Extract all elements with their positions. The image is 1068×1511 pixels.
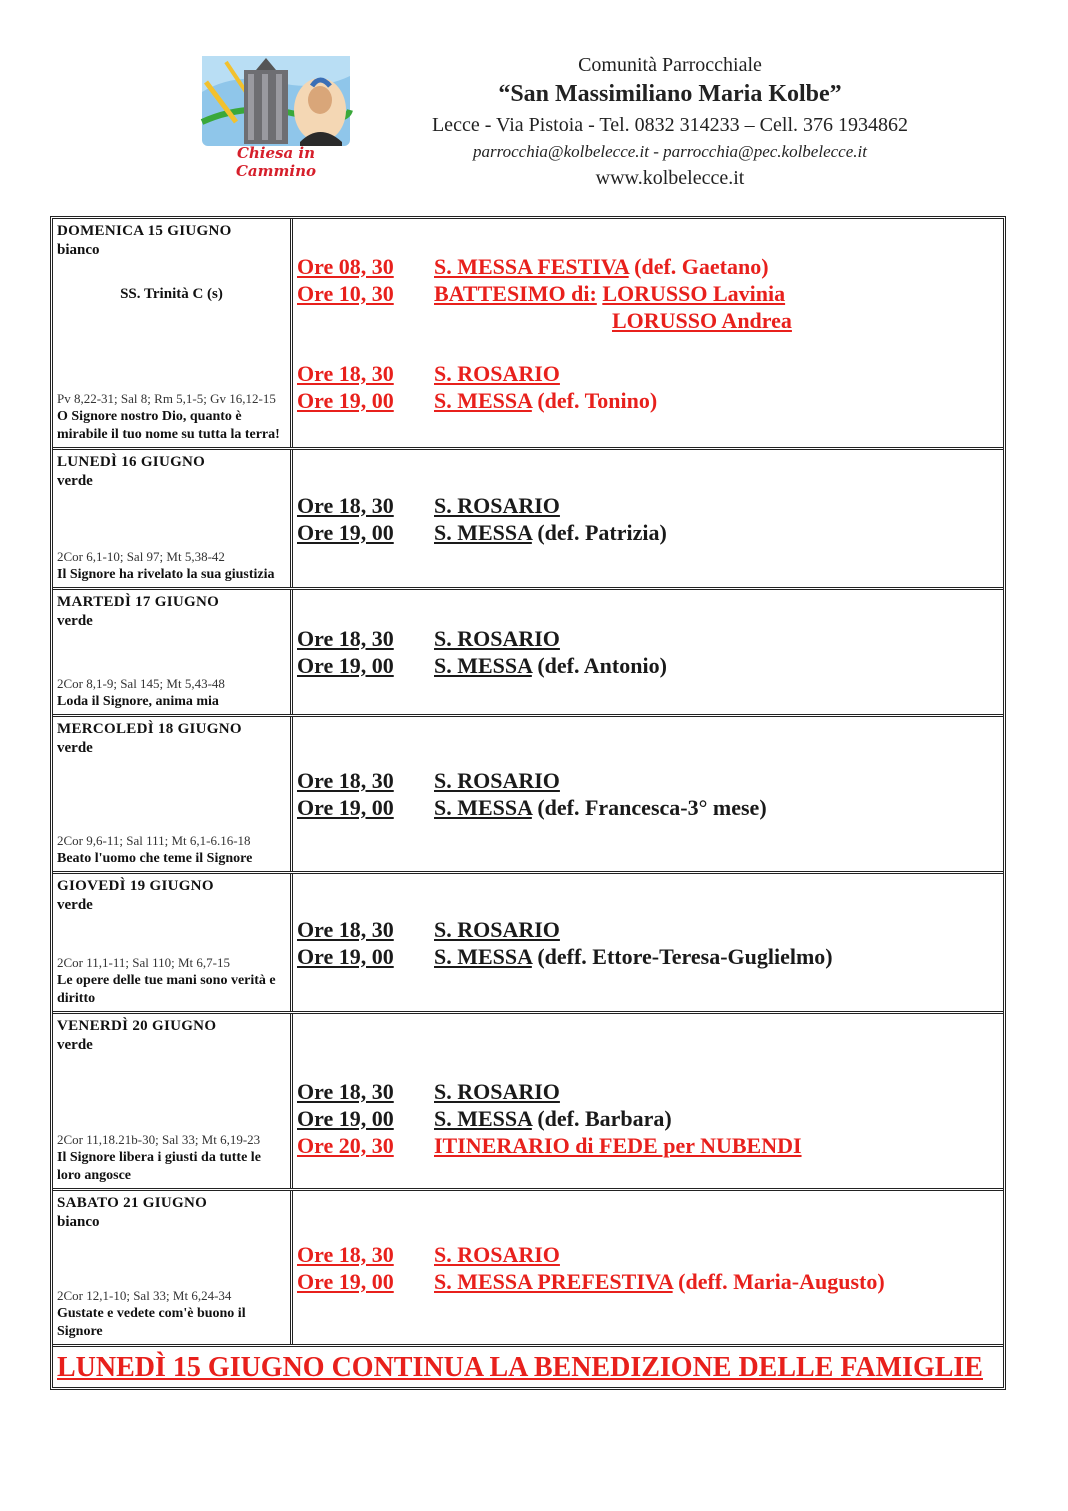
event-row xyxy=(297,767,1003,794)
event-title: S. ROSARIO xyxy=(434,768,560,793)
day-name: MARTEDÌ 17 GIUGNO xyxy=(57,594,220,610)
day-info xyxy=(53,1191,293,1344)
event-time: Ore 19, 00 xyxy=(297,1105,394,1131)
event-time: Ore 19, 00 xyxy=(297,943,394,969)
event-title: S. MESSA xyxy=(434,795,532,820)
day-events xyxy=(293,1191,1003,1344)
event-row xyxy=(297,943,1003,970)
event-title: S. MESSA xyxy=(434,387,532,413)
psalm-refrain: Il Signore ha rivelato la sua giustizia xyxy=(57,567,275,582)
event-row xyxy=(297,1132,1003,1159)
event-note: (def. Gaetano) xyxy=(628,253,769,279)
readings: 2Cor 9,6-11; Sal 111; Mt 6,1-6.16-18 xyxy=(57,833,251,848)
day-row-domenica xyxy=(53,219,1003,450)
day-events xyxy=(293,1014,1003,1188)
psalm-refrain: Beato l'uomo che teme il Signore xyxy=(57,851,253,866)
event-time: Ore 18, 30 xyxy=(297,1078,394,1104)
liturgical-color: verde xyxy=(57,740,93,756)
liturgical-color: bianco xyxy=(57,242,100,258)
event-title: ITINERARIO di FEDE per NUBENDI xyxy=(434,1132,802,1158)
event-note: LORUSSO Andrea xyxy=(612,307,792,333)
day-row-lunedi xyxy=(53,450,1003,590)
liturgical-color: bianco xyxy=(57,1214,100,1230)
event-title: S. ROSARIO xyxy=(434,626,560,651)
logo-text: Chiesa in Cammino xyxy=(235,144,316,180)
event-time: Ore 18, 30 xyxy=(297,626,394,651)
day-events xyxy=(293,450,1003,587)
event-row xyxy=(297,1105,1003,1132)
liturgical-color: verde xyxy=(57,613,93,629)
day-name: DOMENICA 15 GIUGNO xyxy=(57,223,232,239)
parish-header xyxy=(400,52,940,192)
liturgical-color: verde xyxy=(57,1037,93,1053)
event-row xyxy=(297,387,1003,414)
psalm-refrain: Loda il Signore, anima mia xyxy=(57,694,219,709)
event-row xyxy=(297,307,1003,334)
event-time: Ore 19, 00 xyxy=(297,519,394,545)
event-title: BATTESIMO di: xyxy=(434,280,597,306)
event-time: Ore 18, 30 xyxy=(297,492,394,518)
day-row-martedi xyxy=(53,590,1003,717)
day-info xyxy=(53,450,293,587)
readings: 2Cor 12,1-10; Sal 33; Mt 6,24-34 xyxy=(57,1288,232,1303)
day-info xyxy=(53,874,293,1011)
day-name: LUNEDÌ 16 GIUGNO xyxy=(57,454,206,470)
event-time: Ore 18, 30 xyxy=(297,768,394,793)
event-time: Ore 19, 00 xyxy=(297,387,394,413)
day-name: VENERDÌ 20 GIUGNO xyxy=(57,1018,217,1034)
day-row-mercoledi xyxy=(53,717,1003,874)
event-title: S. MESSA PREFESTIVA xyxy=(434,1268,673,1294)
day-name: GIOVEDÌ 19 GIUGNO xyxy=(57,878,214,894)
day-events xyxy=(293,590,1003,714)
event-title: S. MESSA xyxy=(434,653,532,678)
readings: 2Cor 11,18.21b-30; Sal 33; Mt 6,19-23 xyxy=(57,1132,261,1147)
readings: 2Cor 6,1-10; Sal 97; Mt 5,38-42 xyxy=(57,549,225,564)
event-title: S. ROSARIO xyxy=(434,360,560,386)
event-row xyxy=(297,625,1003,652)
announcement-footer: LUNEDÌ 15 GIUGNO CONTINUA LA BENEDIZIONE DELLE FAMIGLIE xyxy=(57,1352,983,1383)
day-events xyxy=(293,717,1003,871)
readings: 2Cor 8,1-9; Sal 145; Mt 5,43-48 xyxy=(57,676,225,691)
header-line1: Comunità Parrocchiale xyxy=(578,54,762,76)
day-row-venerdi xyxy=(53,1014,1003,1191)
event-note: (def. Francesca-3° mese) xyxy=(531,795,767,820)
event-row xyxy=(297,652,1003,679)
event-title: S. ROSARIO xyxy=(434,916,560,942)
day-row-sabato xyxy=(53,1191,1003,1347)
psalm-refrain: Il Signore libera i giusti da tutte le loro angosce xyxy=(57,1150,261,1183)
event-time: Ore 18, 30 xyxy=(297,916,394,942)
event-note: (def. Tonino) xyxy=(531,387,658,413)
event-note: LORUSSO Lavinia xyxy=(602,280,786,306)
liturgical-color: verde xyxy=(57,473,93,489)
day-info xyxy=(53,590,293,714)
event-time: Ore 18, 30 xyxy=(297,1241,394,1267)
event-time: Ore 19, 00 xyxy=(297,653,394,678)
event-title: S. MESSA xyxy=(434,519,532,545)
day-name: SABATO 21 GIUGNO xyxy=(57,1195,208,1211)
parish-address: Lecce - Via Pistoia - Tel. 0832 314233 – Cell. 376 1934862 xyxy=(431,114,909,136)
event-title: S. MESSA xyxy=(434,1105,532,1131)
psalm-refrain: O Signore nostro Dio, quanto è mirabile il tuo nome su tutta la terra! xyxy=(57,409,280,442)
event-time: Ore 18, 30 xyxy=(297,360,394,386)
parish-name: “San Massimiliano Maria Kolbe” xyxy=(498,81,842,107)
day-info xyxy=(53,717,293,871)
readings: Pv 8,22-31; Sal 8; Rm 5,1-5; Gv 16,12-15 xyxy=(57,391,276,406)
parish-website: www.kolbelecce.it xyxy=(595,167,745,189)
event-title: S. ROSARIO xyxy=(434,1078,560,1104)
event-note: (deff. Ettore-Teresa-Guglielmo) xyxy=(531,943,833,969)
event-time: Ore 08, 30 xyxy=(297,253,394,279)
event-row xyxy=(297,360,1003,387)
day-events xyxy=(293,219,1003,447)
schedule-table xyxy=(50,216,1006,1390)
event-title: S. ROSARIO xyxy=(434,492,560,518)
event-note: (def. Antonio) xyxy=(531,653,667,678)
event-row xyxy=(297,1241,1003,1268)
event-time: Ore 20, 30 xyxy=(297,1132,394,1158)
feast-name: SS. Trinità C (s) xyxy=(120,286,223,302)
event-note: (def. Barbara) xyxy=(531,1105,672,1131)
event-note: (def. Patrizia) xyxy=(531,519,667,545)
event-title: S. ROSARIO xyxy=(434,1241,560,1267)
event-row xyxy=(297,280,1003,307)
readings: 2Cor 11,1-11; Sal 110; Mt 6,7-15 xyxy=(57,955,230,970)
psalm-refrain: Gustate e vedete com'è buono il Signore xyxy=(57,1306,246,1339)
day-info xyxy=(53,219,293,447)
psalm-refrain: Le opere delle tue mani sono verità e diritto xyxy=(57,973,276,1006)
parish-emails: parrocchia@kolbelecce.it - parrocchia@pec.kolbelecce.it xyxy=(473,142,867,161)
event-title: S. MESSA FESTIVA xyxy=(434,253,629,279)
event-time: Ore 19, 00 xyxy=(297,1268,394,1294)
event-row xyxy=(297,253,1003,280)
parish-logo xyxy=(196,52,356,180)
event-time: Ore 19, 00 xyxy=(297,795,394,820)
liturgical-color: verde xyxy=(57,897,93,913)
day-events xyxy=(293,874,1003,1011)
event-row xyxy=(297,916,1003,943)
event-row xyxy=(297,1268,1003,1295)
event-row xyxy=(297,519,1003,546)
event-row xyxy=(297,1078,1003,1105)
day-name: MERCOLEDÌ 18 GIUGNO xyxy=(57,721,242,737)
day-info xyxy=(53,1014,293,1188)
event-title: S. MESSA xyxy=(434,943,532,969)
event-row xyxy=(297,794,1003,821)
event-row xyxy=(297,492,1003,519)
event-note: (deff. Maria-Augusto) xyxy=(672,1268,885,1294)
event-time: Ore 10, 30 xyxy=(297,280,394,306)
day-row-giovedi xyxy=(53,874,1003,1014)
